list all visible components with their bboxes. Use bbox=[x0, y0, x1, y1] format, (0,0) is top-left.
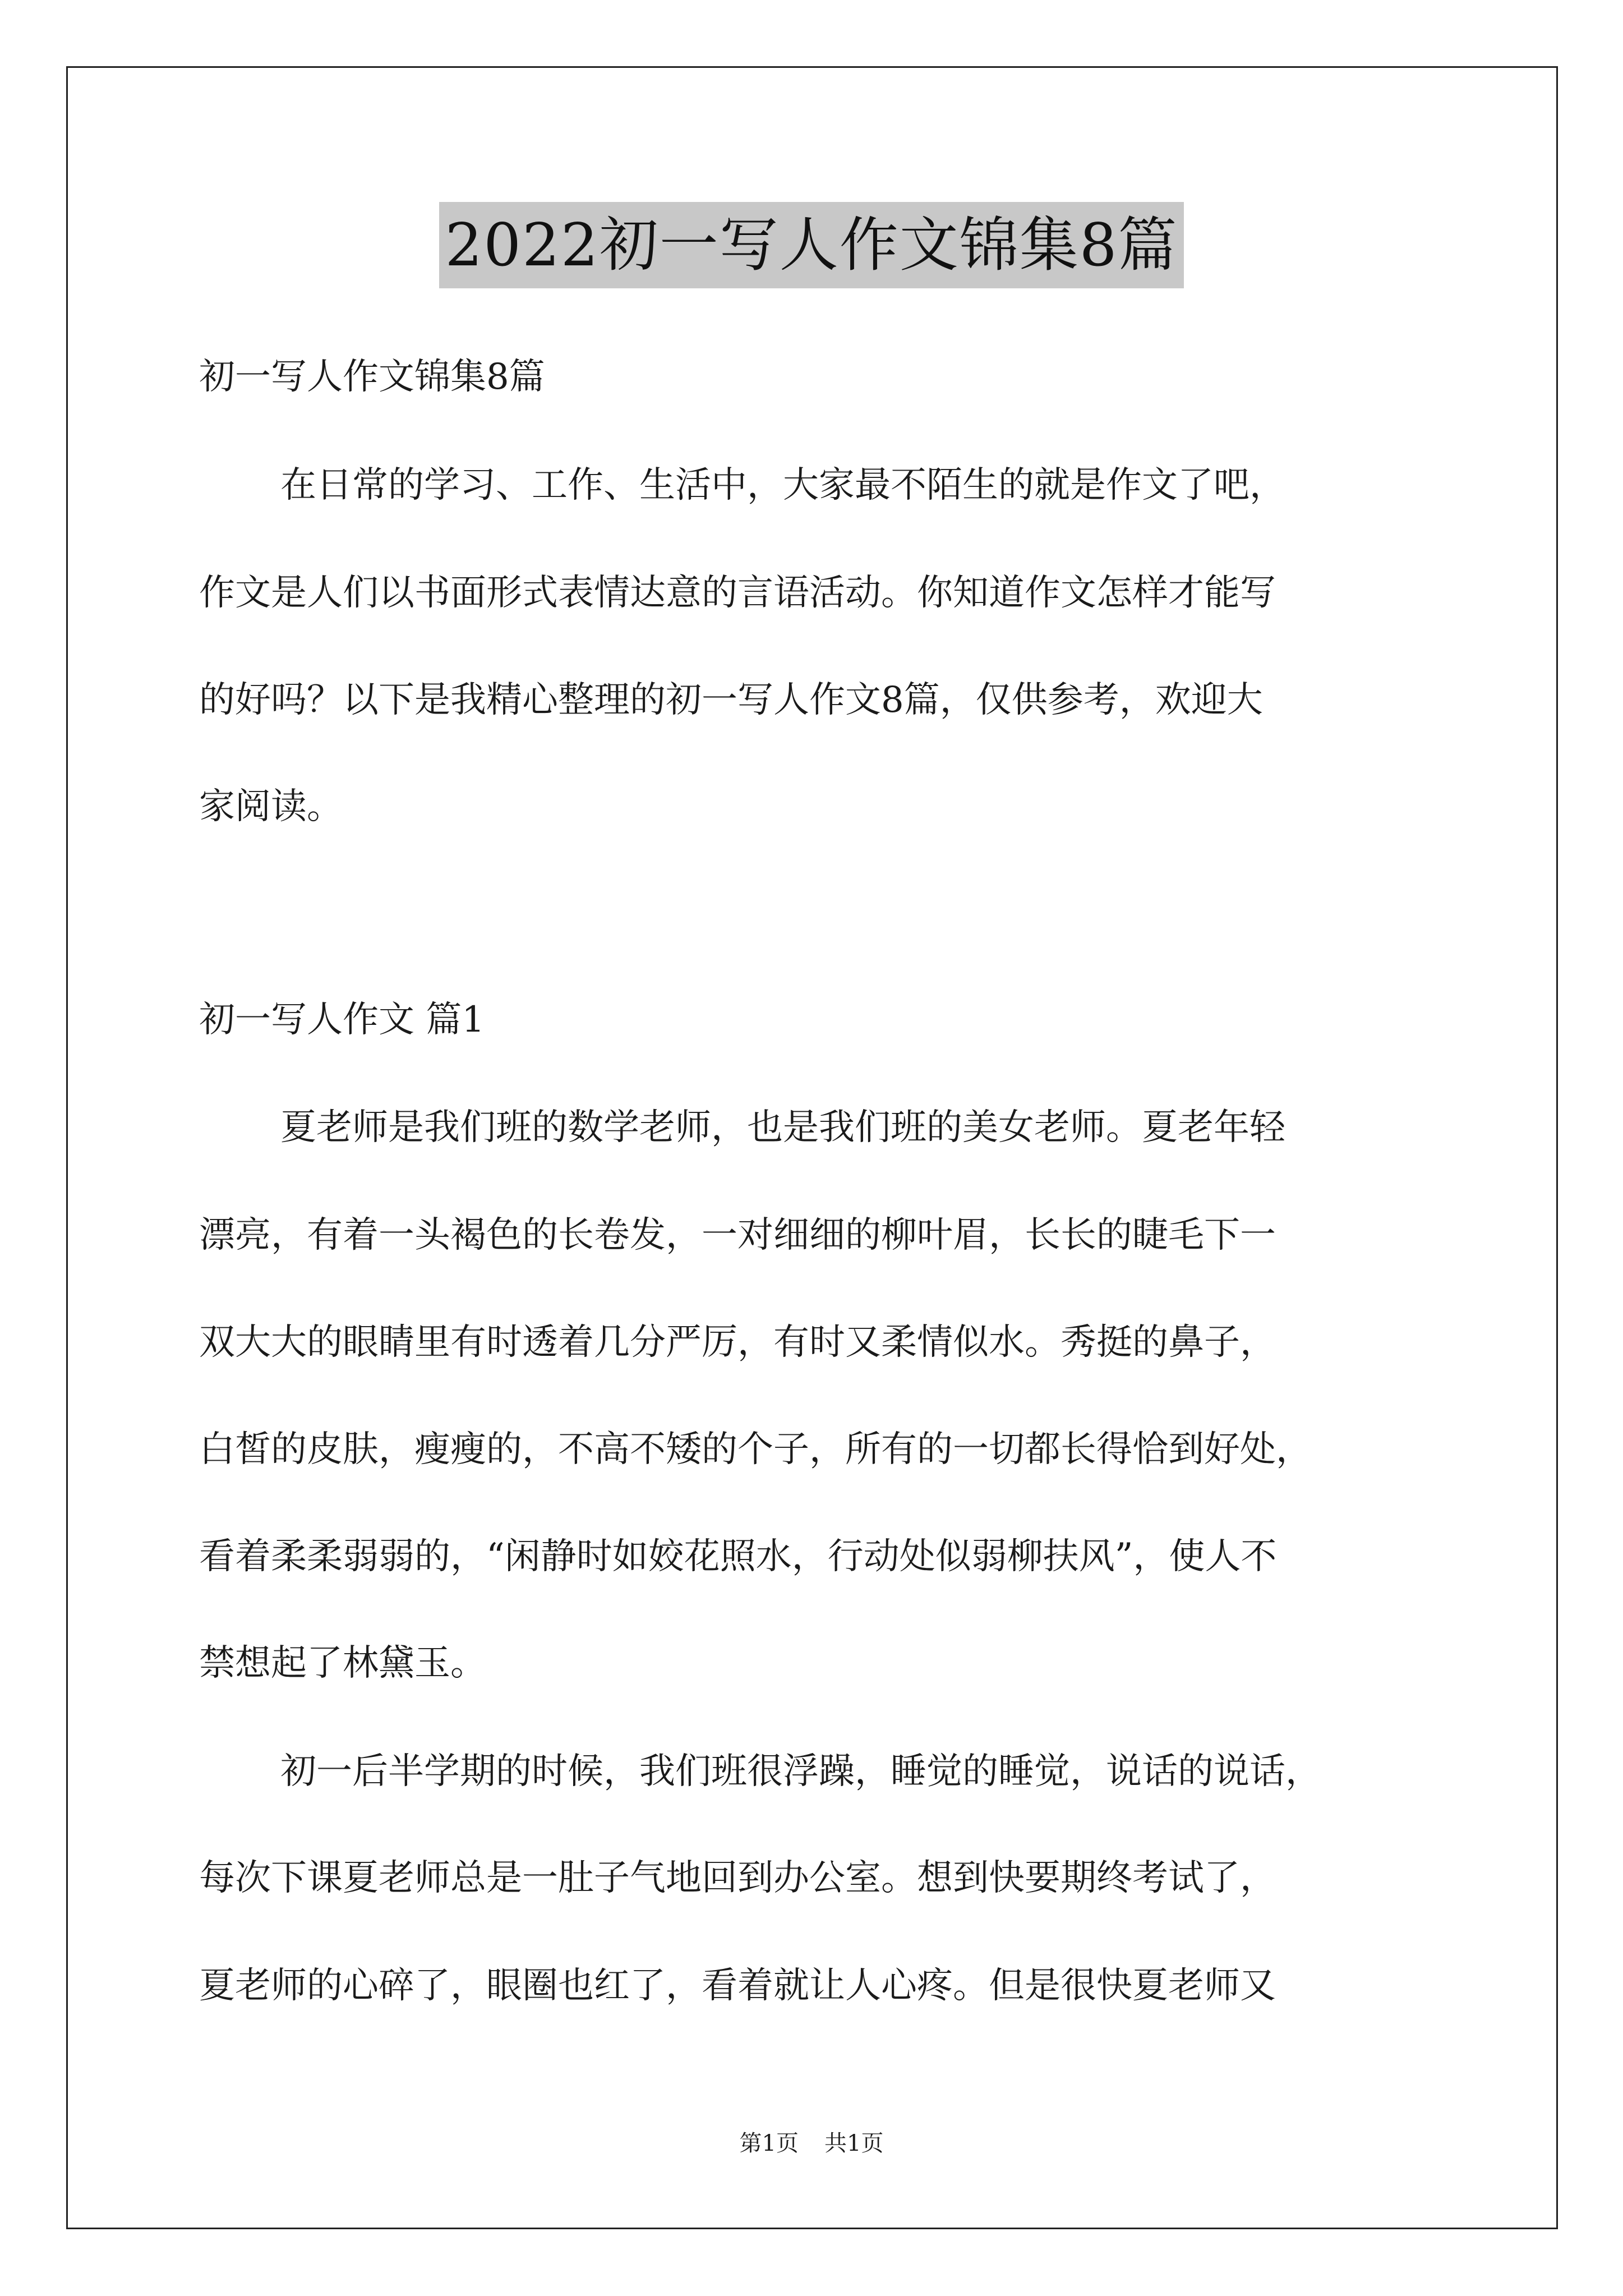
paragraph-line: 白皙的皮肤，瘦瘦的，不高不矮的个子，所有的一切都长得恰到好处， bbox=[199, 1429, 1312, 1470]
intro-line: 在日常的学习、工作、生活中，大家最不陌生的就是作文了吧， bbox=[280, 464, 1285, 506]
paragraph-line: 双大大的眼睛里有时透着几分严厉，有时又柔情似水。秀挺的鼻子， bbox=[199, 1322, 1276, 1363]
document-title: 2022初一写人作文锦集8篇 bbox=[439, 202, 1183, 288]
document-subtitle: 初一写人作文锦集8篇 bbox=[199, 356, 545, 398]
intro-line: 家阅读。 bbox=[199, 786, 343, 827]
paragraph-line: 每次下课夏老师总是一肚子气地回到办公室。想到快要期终考试了， bbox=[199, 1857, 1276, 1899]
page-number-total: 共1页 bbox=[824, 2131, 884, 2156]
paragraph-line: 禁想起了林黛玉。 bbox=[199, 1642, 486, 1684]
paragraph-line: 夏老师是我们班的数学老师，也是我们班的美女老师。夏老年轻 bbox=[280, 1107, 1285, 1148]
title-container bbox=[0, 202, 1623, 288]
intro-line: 的好吗？以下是我精心整理的初一写人作文8篇，仅供参考，欢迎大 bbox=[199, 679, 1263, 721]
paragraph-line: 漂亮，有着一头褐色的长卷发，一对细细的柳叶眉，长长的睫毛下一 bbox=[199, 1214, 1276, 1256]
page-number-current: 第1页 bbox=[739, 2131, 799, 2156]
paragraph-line: 初一后半学期的时候，我们班很浮躁，睡觉的睡觉，说话的说话， bbox=[280, 1751, 1321, 1792]
page-footer bbox=[0, 2129, 1623, 2157]
section-heading: 初一写人作文 篇1 bbox=[199, 999, 485, 1041]
paragraph-line: 看着柔柔弱弱的，“闲静时如姣花照水，行动处似弱柳扶风”，使人不 bbox=[199, 1536, 1277, 1577]
intro-line: 作文是人们以书面形式表情达意的言语活动。你知道作文怎样才能写 bbox=[199, 572, 1276, 614]
paragraph-line: 夏老师的心碎了，眼圈也红了，看着就让人心疼。但是很快夏老师又 bbox=[199, 1965, 1276, 2007]
